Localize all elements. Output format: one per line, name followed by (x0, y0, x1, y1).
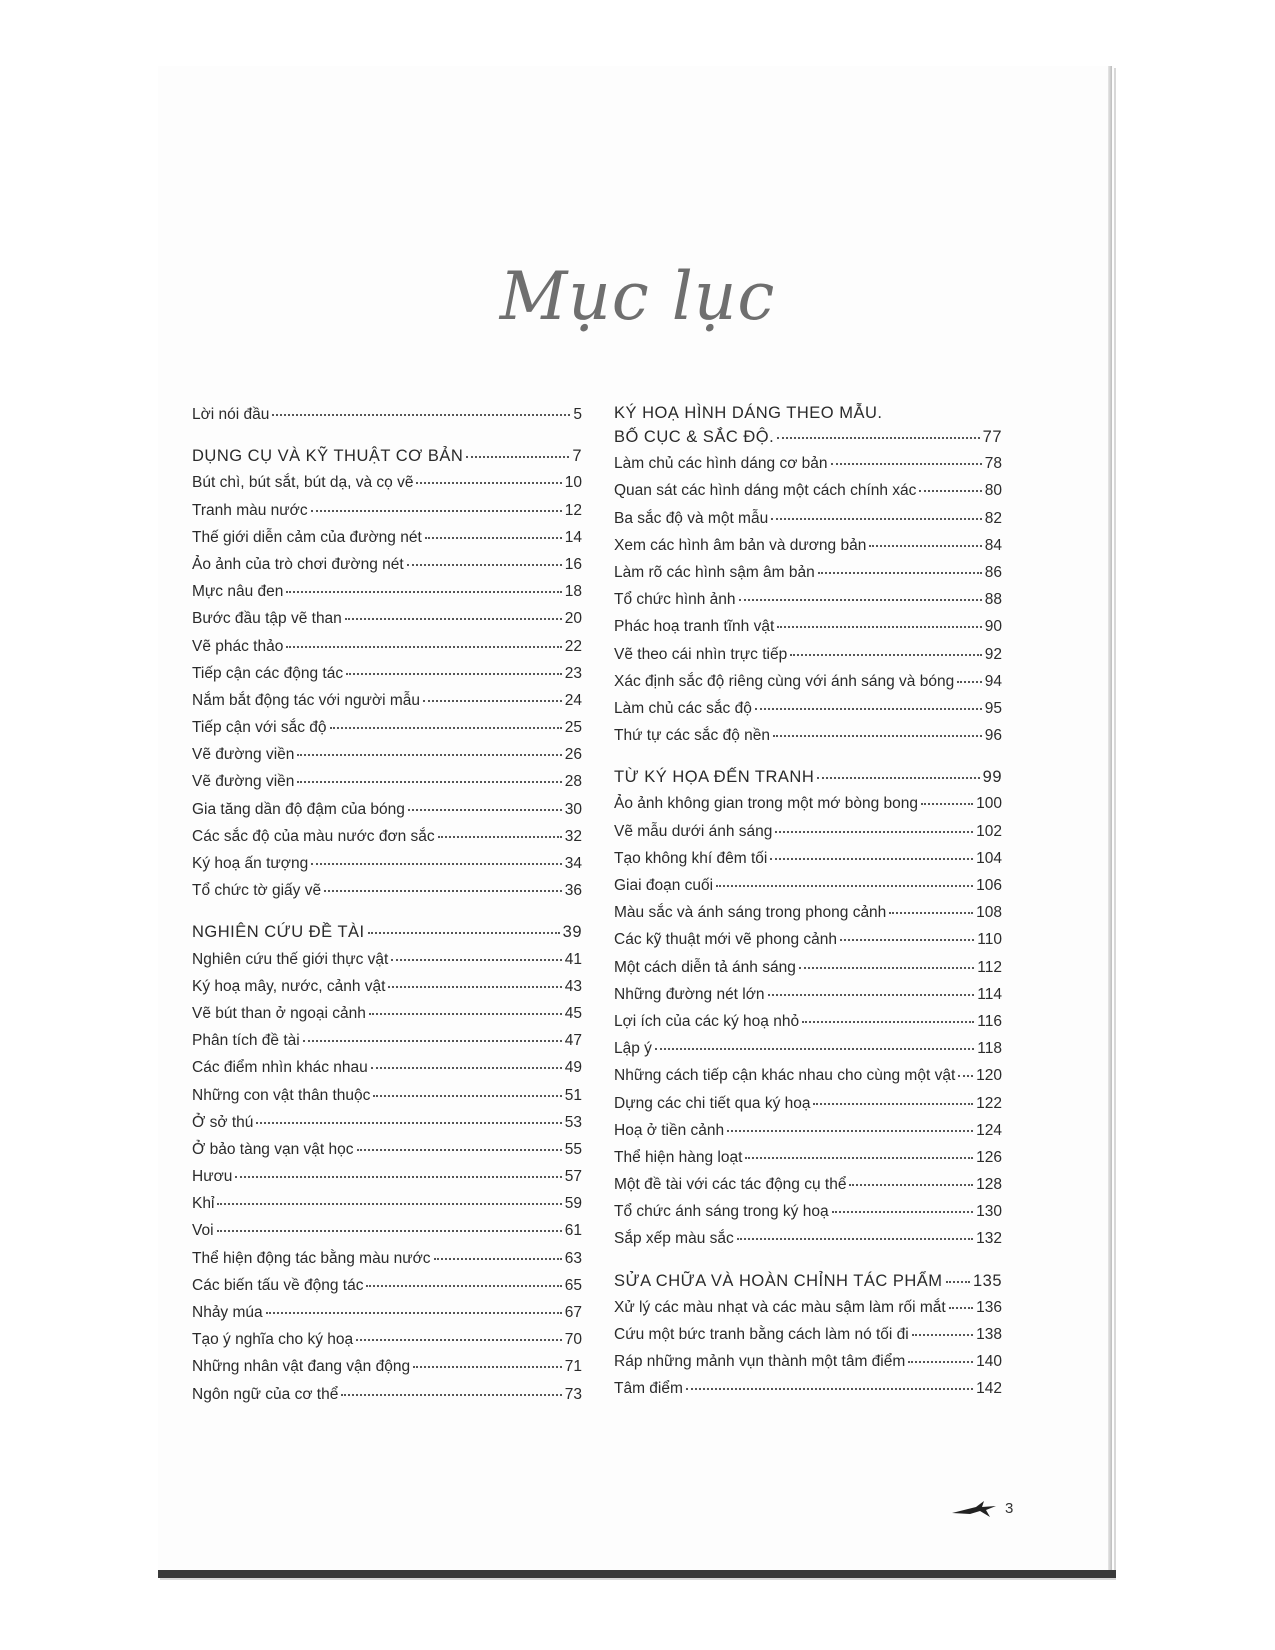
toc-entry (192, 556, 582, 583)
toc-entry (192, 502, 582, 529)
dot-leader (346, 673, 562, 675)
toc-entry-page: 12 (564, 501, 582, 519)
toc-entry-title: Quan sát các hình dáng một cách chính xác (614, 482, 917, 500)
dot-leader (799, 967, 974, 969)
toc-entry-page: 30 (564, 800, 582, 818)
toc-entry-title: Tổ chức ánh sáng trong ký hoạ (614, 1203, 829, 1221)
dot-leader (311, 510, 562, 512)
toc-entry-page: 128 (976, 1176, 1002, 1194)
dot-leader (908, 1361, 973, 1363)
toc-entry-page: 49 (564, 1059, 582, 1077)
toc-entry-page: 10 (564, 474, 582, 492)
toc-right-column (614, 404, 1002, 1408)
toc-entry-title: Một cách diễn tả ánh sáng (614, 958, 796, 976)
toc-entry (192, 1386, 582, 1413)
toc-entry-page: 116 (977, 1012, 1002, 1030)
toc-entry-page: 55 (564, 1140, 582, 1158)
toc-entry-title: Vẽ bút than ở ngoại cảnh (192, 1004, 366, 1022)
toc-entry-title: Ảo ảnh của trò chơi đường nét (192, 555, 404, 573)
toc-entry (614, 700, 1002, 727)
toc-entry-title: Ráp những mảnh vụn thành một tâm điểm (614, 1353, 906, 1371)
dot-leader (921, 803, 973, 805)
toc-entry (614, 1095, 1002, 1122)
toc-entry (192, 1222, 582, 1249)
dot-leader (831, 463, 982, 465)
dot-leader (655, 1048, 974, 1050)
toc-entry-title: Những nhân vật đang vận động (192, 1358, 411, 1376)
toc-entry (614, 823, 1002, 850)
dot-leader (802, 1021, 974, 1023)
toc-entry-page: 80 (984, 482, 1002, 500)
toc-entry (614, 646, 1002, 673)
dot-leader (324, 890, 562, 892)
toc-entry-title: Vẽ đường viền (192, 746, 295, 764)
toc-entry-title: Khỉ (192, 1195, 215, 1213)
toc-entry-title: Ba sắc độ và một mẫu (614, 509, 769, 527)
toc-entry-page: 122 (976, 1094, 1002, 1112)
toc-entry-title: Nắm bắt động tác với người mẫu (192, 691, 421, 709)
toc-entry (614, 1040, 1002, 1067)
dot-leader (423, 700, 562, 702)
toc-entry-title: Cứu một bức tranh bằng cách làm nó tối đi (614, 1326, 909, 1343)
toc-entry (614, 1230, 1002, 1257)
dot-leader (297, 781, 561, 783)
dot-leader (391, 959, 561, 961)
dot-leader (286, 591, 561, 593)
toc-entry (192, 692, 582, 719)
dot-leader (840, 939, 974, 941)
toc-section-entry (192, 923, 582, 950)
toc-entry-title: DỤNG CỤ VÀ KỸ THUẬT CƠ BẢN (192, 447, 464, 466)
toc-entry-title: Tổ chức tờ giấy vẽ (192, 882, 322, 900)
dot-leader (416, 482, 561, 484)
dot-leader (958, 1075, 973, 1077)
toc-entry-title: Voi (192, 1222, 214, 1240)
toc-entry-title: Tranh màu nước (192, 501, 308, 519)
toc-entry-title: SỬA CHỮA VÀ HOÀN CHỈNH TÁC PHẨM (614, 1271, 943, 1290)
toc-entry-page: 32 (564, 827, 582, 845)
dot-leader (466, 456, 569, 458)
dot-leader (345, 618, 562, 620)
toc-entry-title: Phác hoạ tranh tĩnh vật (614, 618, 775, 636)
toc-entry-page: 70 (564, 1331, 582, 1349)
toc-entry-page: 5 (573, 406, 582, 423)
toc-entry-title: Ký hoạ mây, nước, cảnh vật (192, 977, 386, 995)
dot-leader (737, 1238, 973, 1240)
dot-leader (739, 599, 982, 601)
dot-leader (413, 1366, 562, 1368)
toc-entry-page: 67 (564, 1304, 582, 1321)
toc-entry (192, 1114, 582, 1141)
toc-entry-page: 94 (984, 672, 1002, 690)
toc-entry-title: Làm chủ các sắc độ (614, 699, 752, 717)
toc-entry-page: 118 (977, 1040, 1002, 1058)
page-number: 3 (1005, 1500, 1014, 1517)
toc-entry-title: Các biến tấu về động tác (192, 1276, 364, 1294)
dot-leader (297, 754, 561, 756)
dot-leader (341, 1394, 561, 1396)
toc-entry (192, 1358, 582, 1385)
dot-leader (949, 1307, 973, 1309)
toc-entry-title: Lập ý (614, 1040, 652, 1058)
toc-entry-title: Sắp xếp màu sắc (614, 1230, 734, 1248)
dot-leader (369, 1013, 562, 1015)
toc-entry (192, 1141, 582, 1168)
toc-entry-page: 28 (564, 773, 582, 791)
toc-entry-title: Hươu (192, 1168, 233, 1186)
dot-leader (919, 490, 981, 492)
dot-leader (217, 1203, 561, 1205)
toc-entry (192, 583, 582, 610)
toc-entry-page: 104 (976, 849, 1002, 867)
section-gap (192, 433, 582, 447)
toc-entry (614, 591, 1002, 618)
toc-entry-title: Màu sắc và ánh sáng trong phong cảnh (614, 904, 887, 922)
toc-entry (614, 537, 1002, 564)
toc-entry-title: Ở bảo tàng vạn vật học (192, 1140, 354, 1158)
toc-entry-title: Tạo ý nghĩa cho ký hoạ (192, 1331, 354, 1349)
dot-leader (770, 858, 973, 860)
toc-section-entry (614, 1272, 1002, 1299)
toc-entry (192, 773, 582, 800)
dot-leader (818, 572, 982, 574)
toc-entry (192, 529, 582, 556)
toc-entry-page: 99 (982, 768, 1002, 787)
toc-entry-page: 57 (564, 1168, 582, 1186)
section-gap (192, 909, 582, 923)
dot-leader (425, 537, 562, 539)
toc-entry (614, 959, 1002, 986)
toc-entry-page: 16 (564, 555, 582, 573)
dot-leader (957, 681, 982, 683)
dot-leader (790, 654, 982, 656)
toc-entry-title: Tiếp cận với sắc độ (192, 719, 327, 737)
toc-left-column (192, 406, 582, 1413)
toc-entry-title: Nghiên cứu thế giới thực vật (192, 950, 389, 968)
toc-entry-page: 96 (984, 727, 1002, 745)
toc-entry-title: Những con vật thân thuộc (192, 1086, 371, 1104)
toc-entry-title: Giai đoạn cuối (614, 877, 714, 894)
dot-leader (311, 863, 562, 865)
page-bottom-edge (158, 1570, 1116, 1578)
toc-entry (614, 1203, 1002, 1230)
toc-entry-page: 26 (564, 746, 582, 764)
toc-entry-page: 142 (976, 1380, 1002, 1398)
toc-entry-page: 51 (564, 1086, 582, 1104)
toc-entry-title: Gia tăng dần độ đậm của bóng (192, 800, 405, 818)
dot-leader (745, 1157, 973, 1159)
toc-entry-title: Thể hiện động tác bằng màu nước (192, 1249, 431, 1267)
dot-leader (775, 831, 973, 833)
toc-entry-title: Xem các hình âm bản và dương bản (614, 536, 867, 554)
dot-leader (272, 414, 570, 416)
toc-entry-title: TỪ KÝ HỌA ĐẾN TRANH (614, 768, 815, 787)
dot-leader (368, 932, 560, 934)
dot-leader (727, 1130, 973, 1132)
toc-entry (192, 855, 582, 882)
dot-leader (777, 626, 981, 628)
toc-entry-title: Xử lý các màu nhạt và các màu sậm làm rối mắt (614, 1298, 946, 1316)
dot-leader (373, 1095, 561, 1097)
toc-entry (614, 877, 1002, 904)
toc-entry (614, 1326, 1002, 1353)
toc-entry-title: Một đề tài với các tác động cụ thể (614, 1176, 847, 1194)
toc-entry-title: Phân tích đề tài (192, 1032, 300, 1050)
toc-entry-title: Vẽ phác thảo (192, 637, 284, 655)
toc-entry-title: Làm rõ các hình sậm âm bản (614, 563, 815, 581)
toc-entry-page: 63 (564, 1249, 582, 1267)
toc-entry-title: Tâm điểm (614, 1380, 683, 1398)
toc-entry (192, 474, 582, 501)
toc-entry-page: 135 (972, 1271, 1002, 1290)
dot-leader (330, 727, 562, 729)
dot-leader (371, 1067, 562, 1069)
toc-entry-page: 53 (564, 1113, 582, 1131)
toc-entry-page: 114 (977, 985, 1002, 1003)
toc-entry-page: 120 (976, 1067, 1002, 1085)
dot-leader (889, 912, 973, 914)
dot-leader (388, 986, 561, 988)
toc-entry (192, 978, 582, 1005)
toc-entry-page: 86 (984, 563, 1002, 581)
toc-entry (192, 1304, 582, 1331)
dot-leader (408, 809, 562, 811)
dot-leader (912, 1334, 973, 1336)
toc-entry-title: Lợi ích của các ký hoạ nhỏ (614, 1012, 800, 1030)
toc-entry (192, 719, 582, 746)
toc-entry-title: Những cách tiếp cận khác nhau cho cùng một vật (614, 1067, 956, 1085)
toc-entry-title: NGHIÊN CỨU ĐỀ TÀI (192, 923, 365, 942)
toc-entry-page: 41 (564, 950, 582, 968)
toc-entry (614, 795, 1002, 822)
section-gap (614, 754, 1002, 768)
dot-leader (266, 1312, 562, 1314)
dot-leader (235, 1176, 561, 1178)
toc-entry-page: 108 (976, 904, 1002, 922)
toc-entry-page: 47 (564, 1032, 582, 1050)
toc-entry-page: 82 (984, 509, 1002, 527)
toc-entry-title: Thể hiện hàng loạt (614, 1148, 743, 1166)
toc-entry-title: Tạo không khí đêm tối (614, 849, 768, 867)
toc-entry (614, 1013, 1002, 1040)
toc-entry-title: Xác định sắc độ riêng cùng với ánh sáng và bóng (614, 672, 955, 690)
dot-leader (686, 1388, 973, 1390)
toc-entry-page: 7 (572, 447, 582, 466)
toc-entry (192, 1277, 582, 1304)
toc-entry-page: 110 (977, 931, 1002, 949)
dot-leader (434, 1258, 562, 1260)
toc-entry-title: Thế giới diễn cảm của đường nét (192, 528, 422, 546)
dot-leader (256, 1122, 561, 1124)
dot-leader (849, 1184, 973, 1186)
dot-leader (356, 1339, 562, 1341)
toc-entry-page: 112 (977, 958, 1002, 976)
toc-entry-page: 138 (976, 1326, 1002, 1343)
toc-entry-page: 45 (564, 1004, 582, 1022)
dot-leader (357, 1149, 562, 1151)
toc-entry (614, 482, 1002, 509)
toc-entry (192, 1032, 582, 1059)
dot-leader (817, 777, 979, 779)
toc-entry-title: Ảo ảnh không gian trong một mớ bòng bong (614, 795, 919, 813)
toc-entry (192, 1168, 582, 1195)
toc-entry-page: 84 (984, 536, 1002, 554)
toc-entry-page: 136 (976, 1298, 1002, 1316)
toc-entry (614, 455, 1002, 482)
toc-entry-title: Hoạ ở tiền cảnh (614, 1121, 725, 1139)
toc-entry-title: Thứ tự các sắc độ nền (614, 727, 771, 745)
toc-entry-page: 92 (984, 645, 1002, 663)
toc-entry-page: 90 (984, 618, 1002, 636)
toc-entry (614, 618, 1002, 645)
toc-entry-page: 20 (564, 610, 582, 628)
toc-section-heading: KÝ HOẠ HÌNH DÁNG THEO MẪU. (614, 404, 883, 422)
toc-entry (192, 1331, 582, 1358)
toc-entry (614, 986, 1002, 1013)
toc-entry-page: 36 (564, 882, 582, 900)
toc-entry (192, 828, 582, 855)
toc-entry-page: 140 (976, 1353, 1002, 1371)
toc-entry (614, 931, 1002, 958)
dot-leader (946, 1281, 970, 1283)
toc-entry-page: 106 (976, 877, 1002, 894)
dot-leader (813, 1103, 973, 1105)
toc-entry-page: 73 (564, 1385, 582, 1403)
dot-leader (768, 994, 975, 996)
toc-entry-page: 25 (564, 719, 582, 737)
toc-entry (614, 1149, 1002, 1176)
section-gap (614, 1258, 1002, 1272)
toc-entry-page: 24 (564, 691, 582, 709)
toc-entry (192, 882, 582, 909)
toc-entry-page: 88 (984, 591, 1002, 609)
dot-leader (773, 735, 982, 737)
toc-entry-title: Các kỹ thuật mới vẽ phong cảnh (614, 931, 837, 949)
toc-entry (614, 727, 1002, 754)
dot-leader (716, 885, 973, 887)
dot-leader (771, 518, 982, 520)
toc-entry (192, 1005, 582, 1032)
toc-entry-title: Tiếp cận các động tác (192, 664, 344, 682)
toc-entry-title: BỐ CỤC & SẮC ĐỘ. (614, 428, 775, 446)
toc-entry (192, 638, 582, 665)
toc-entry-title: Ký hoạ ấn tượng (192, 855, 309, 872)
toc-entry-page: 130 (976, 1203, 1002, 1221)
dot-leader (407, 564, 562, 566)
toc-section-entry (614, 768, 1002, 795)
dot-leader (438, 836, 562, 838)
dot-leader (755, 708, 982, 710)
toc-entry-page: 18 (564, 583, 582, 601)
toc-entry-title: Vẽ theo cái nhìn trực tiếp (614, 645, 788, 663)
dot-leader (303, 1040, 562, 1042)
toc-entry (192, 1059, 582, 1086)
dot-leader (777, 437, 979, 439)
toc-entry (614, 1067, 1002, 1094)
toc-entry-title: Các điểm nhìn khác nhau (192, 1059, 368, 1077)
toc-entry (614, 673, 1002, 700)
toc-entry-page: 71 (564, 1358, 582, 1376)
toc-entry-page: 100 (976, 795, 1002, 813)
toc-entry (192, 801, 582, 828)
toc-entry-title: Bước đầu tập vẽ than (192, 610, 342, 628)
toc-entry (192, 1250, 582, 1277)
toc-entry-page: 78 (984, 455, 1002, 473)
toc-section-entry (614, 428, 1002, 455)
toc-entry-page: 132 (976, 1230, 1002, 1248)
toc-entry (192, 951, 582, 978)
toc-entry-title: Mực nâu đen (192, 583, 284, 601)
toc-entry (614, 1380, 1002, 1407)
toc-entry (192, 406, 582, 433)
toc-entry-title: Các sắc độ của màu nước đơn sắc (192, 827, 435, 845)
toc-entry (192, 1195, 582, 1222)
toc-entry-page: 95 (984, 699, 1002, 717)
toc-entry-title: Làm chủ các hình dáng cơ bản (614, 455, 828, 473)
toc-entry-page: 77 (982, 428, 1002, 446)
toc-entry-page: 65 (564, 1276, 582, 1294)
dot-leader (869, 545, 981, 547)
page-title: Mục lục (499, 258, 776, 335)
toc-entry (192, 665, 582, 692)
ornament-icon (950, 1497, 1002, 1519)
toc-entry (192, 746, 582, 773)
toc-entry-title: Ở sở thú (192, 1113, 254, 1131)
toc-entry-page: 126 (976, 1148, 1002, 1166)
dot-leader (286, 646, 561, 648)
toc-entry (192, 1087, 582, 1114)
toc-entry-page: 124 (976, 1121, 1002, 1139)
toc-entry (614, 1176, 1002, 1203)
toc-entry-title: Bút chì, bút sắt, bút dạ, và cọ vẽ (192, 474, 414, 492)
toc-entry (614, 904, 1002, 931)
toc-entry-title: Dựng các chi tiết qua ký hoạ (614, 1094, 811, 1112)
toc-entry-title: Vẽ đường viền (192, 773, 295, 791)
toc-entry-page: 14 (564, 528, 582, 546)
toc-entry-title: Ngôn ngữ của cơ thể (192, 1385, 339, 1403)
toc-entry-page: 43 (564, 977, 582, 995)
toc-entry-title: Nhảy múa (192, 1304, 263, 1321)
toc-entry (192, 610, 582, 637)
toc-entry-page: 59 (564, 1195, 582, 1213)
dot-leader (366, 1285, 561, 1287)
toc-section-entry (192, 447, 582, 474)
toc-entry (614, 1353, 1002, 1380)
toc-entry (614, 850, 1002, 877)
dot-leader (832, 1211, 974, 1213)
toc-entry-page: 23 (564, 664, 582, 682)
toc-entry-title: Những đường nét lớn (614, 985, 765, 1003)
toc-entry-page: 102 (976, 822, 1002, 840)
toc-entry-title: Lời nói đầu (192, 406, 270, 423)
toc-entry (614, 1122, 1002, 1149)
toc-entry (614, 510, 1002, 537)
toc-entry-page: 61 (564, 1222, 582, 1240)
toc-entry-page: 34 (564, 855, 582, 872)
toc-entry-page: 39 (562, 923, 582, 942)
toc-entry (614, 564, 1002, 591)
toc-entry-title: Tổ chức hình ảnh (614, 591, 736, 609)
toc-entry-title: Vẽ mẫu dưới ánh sáng (614, 822, 773, 840)
toc-entry-page: 22 (564, 637, 582, 655)
dot-leader (217, 1230, 562, 1232)
toc-entry (614, 1299, 1002, 1326)
